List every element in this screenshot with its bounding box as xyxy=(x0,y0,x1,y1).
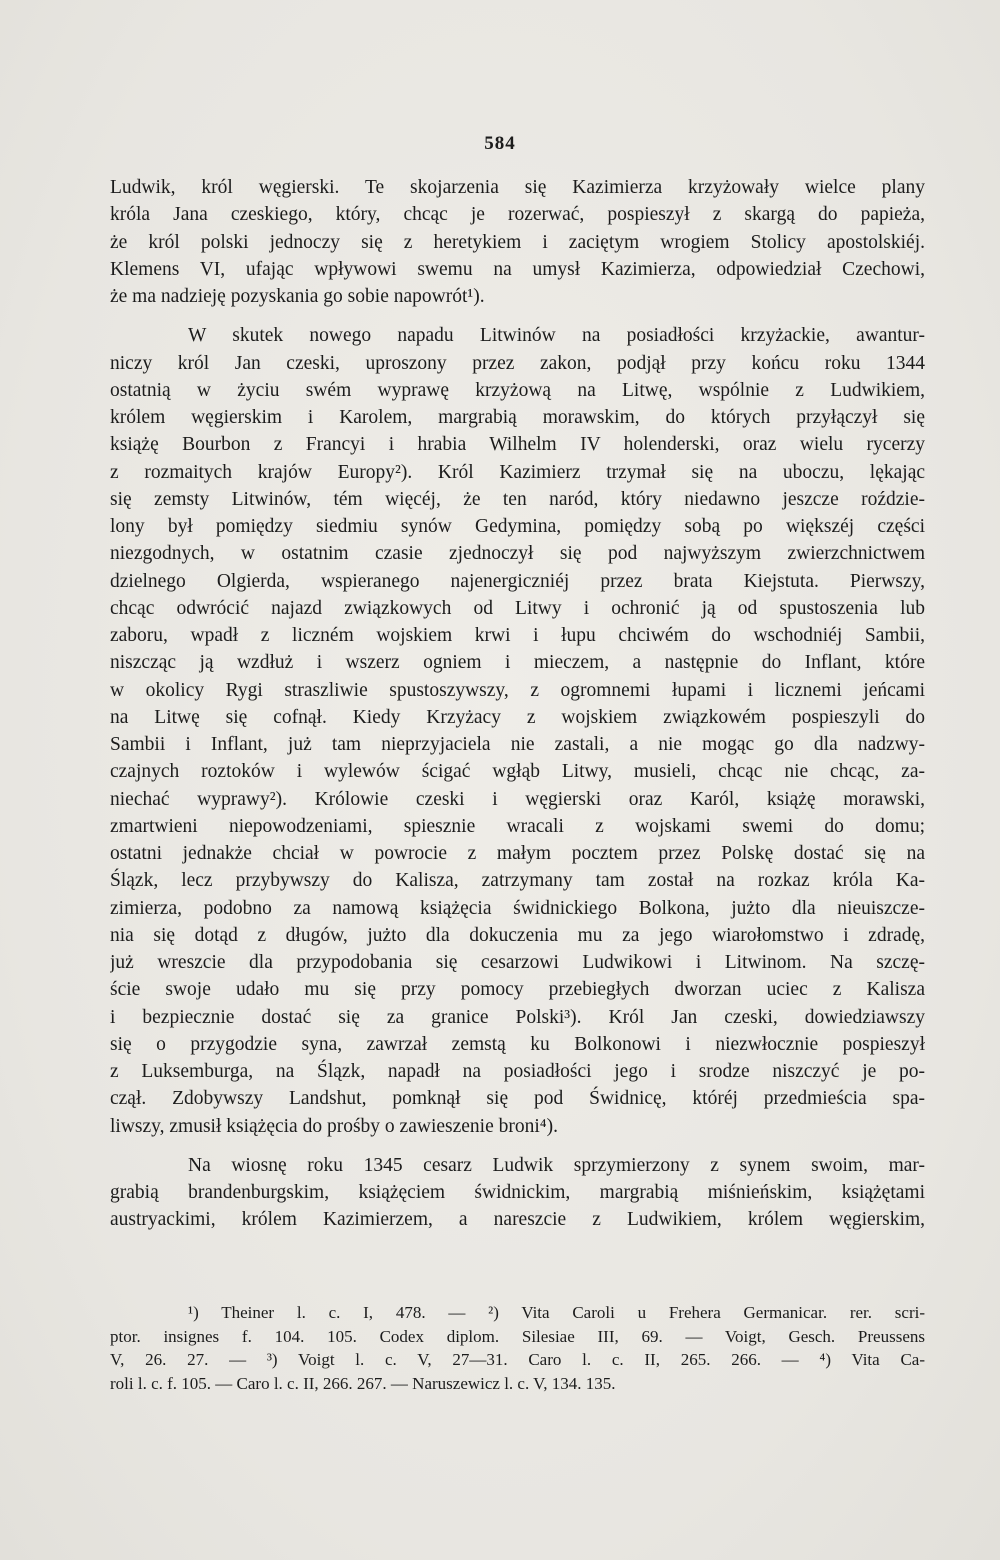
text-line: z Luksemburga, na Ślązk, napadł na posiadłości jego i srodze niszczyć je po- xyxy=(110,1061,925,1082)
text-line: austryackimi, królem Kazimierzem, a nareszcie z Ludwikiem, królem węgierskim, xyxy=(110,1209,925,1231)
text-line: zimierza, podobno za namową książęcia świdnickiego Bolkona, jużto dla nieuiszcze- xyxy=(110,897,925,919)
text-line: się zemsty Litwinów, tém więcéj, że ten naród, który niedawno jeszcze roździe- xyxy=(110,488,925,510)
text-line: zmartwieni niepowodzeniami, spiesznie wracali z wojskami swemi do domu; xyxy=(110,815,925,837)
text-line: niechać wyprawy²). Królowie czeski i węgierski oraz Karól, książę morawski, xyxy=(110,788,925,810)
page-number: 584 xyxy=(484,133,516,154)
text-line: niszcząc ją wzdłuż i wszerz ogniem i mieczem, a następnie do Inflant, które xyxy=(110,652,925,674)
text-line: chcąc odwrócić najazd związkowych od Litwy i ochronić ją od spustoszenia lub xyxy=(110,597,925,619)
text-line: ostatnią w życiu swém wyprawę krzyżową na Litwę, wspólnie z Ludwikiem, xyxy=(110,379,925,401)
text-line: Ludwik, król węgierski. Te skojarzenia się Kazimierza krzyżowały wielce plany xyxy=(110,177,925,198)
text-line: królem węgierskim i Karolem, margrabią morawskim, do których przyłączył się xyxy=(110,407,925,428)
footnote-line: roli l. c. f. 105. — Caro l. c. II, 266. 267. — Naruszewicz l. c. V, 134. 135. xyxy=(110,1373,616,1393)
text-line: Sambii i Inflant, już tam nieprzyjaciela nie zastali, a nie mogąc go dla nadzwy- xyxy=(110,734,925,755)
footnote-line: ptor. insignes f. 104. 105. Codex diplom. Silesiae III, 69. — Voigt, Gesch. Preussens xyxy=(110,1326,925,1346)
text-line: książę Bourbon z Francyi i hrabia Wilhelm IV holenderski, oraz wielu rycerzy xyxy=(110,434,925,456)
text-line: ście swoje udało mu się przy pomocy przebiegłych dworzan uciec z Kalisza xyxy=(110,979,925,1001)
text-line: Klemens VI, ufając wpływowi swemu na umysł Kazimierza, odpowiedział Czechowi, xyxy=(110,258,925,280)
text-line: Na wiosnę roku 1345 cesarz Ludwik sprzymierzony z synem swoim, mar- xyxy=(188,1154,925,1176)
text-line: liwszy, zmusił książęcia do prośby o zawieszenie broni⁴). xyxy=(110,1115,558,1137)
footnotes xyxy=(110,1301,925,1395)
text-line: nia się dotąd z długów, jużto dla dokuczenia mu za jego wiarołomstwo i zdradę, xyxy=(110,924,925,946)
text-line: niczy król Jan czeski, uproszony przez zakon, podjął przy końcu roku 1344 xyxy=(110,352,925,374)
text-line: już wreszcie dla przypodobania się cesarzowi Ludwikowi i Litwinom. Na szczę- xyxy=(110,952,925,973)
text-line: dzielnego Olgierda, wspieranego najenergiczniéj przez brata Kiejstuta. Pierwszy, xyxy=(110,570,925,592)
text-line: że król polski jednoczy się z heretykiem i zaciętym wrogiem Stolicy apostolskiéj. xyxy=(110,231,925,253)
text-line: lony był pomiędzy siedmiu synów Gedymina, pomiędzy sobą po większéj części xyxy=(110,516,925,537)
text-line: Ślązk, lecz przybywszy do Kalisza, zatrzymany tam został na rozkaz króla Ka- xyxy=(110,870,925,892)
text-line: króla Jana czeskiego, który, chcąc je rozerwać, pospieszył z skargą do papieża, xyxy=(110,204,925,226)
paragraph-2 xyxy=(110,322,925,1140)
text-line: W skutek nowego napadu Litwinów na posiadłości krzyżackie, awantur- xyxy=(188,325,925,347)
text-line: ostatni jednakże chciał w powrocie z małym pocztem przez Polskę dostać się na xyxy=(110,843,925,864)
text-line: w okolicy Rygi straszliwie spustoszywszy, z ogromnemi łupami i licznemi jeńcami xyxy=(110,679,925,701)
footnote-line: ¹) Theiner l. c. I, 478. — ²) Vita Caroli u Frehera Germanicar. rer. scri- xyxy=(188,1303,925,1322)
text-line: czął. Zdobywszy Landshut, pomknął się pod Świdnicę, któréj przedmieścia spa- xyxy=(110,1088,925,1110)
text-line: się o przygodzie syna, zawrzał zemstą ku Bolkonowi i niezwłocznie pospieszył xyxy=(110,1033,925,1055)
footnote-line: V, 26. 27. — ³) Voigt l. c. V, 27—31. Caro l. c. II, 265. 266. — ⁴) Vita Ca- xyxy=(110,1350,925,1369)
text-line: czajnych roztoków i wylewów ścigać wgłąb Litwy, musieli, chcąc nie chcąc, za- xyxy=(110,761,925,783)
text-line: zaboru, wpadł z liczném wojskiem krwi i łupu chciwém do wschodniéj Sambii, xyxy=(110,625,925,646)
paragraph-3 xyxy=(110,1152,925,1234)
text-line: grabią brandenburgskim, książęciem świdnickim, margrabią miśnieńskim, książętami xyxy=(110,1182,925,1203)
text-line: na Litwę się cofnął. Kiedy Krzyżacy z wojskiem związkowém pospieszyli do xyxy=(110,706,925,728)
paragraph-1 xyxy=(110,174,925,310)
body-text xyxy=(110,174,925,1234)
text-line: z rozmaitych krajów Europy²). Król Kazimierz trzymał się na uboczu, lękając xyxy=(110,461,925,483)
text-line: niezgodnych, w ostatnim czasie zjednoczył się pod najwyższym zwierzchnictwem xyxy=(110,543,925,565)
text-line: że ma nadzieję pozyskania go sobie napowrót¹). xyxy=(110,286,485,307)
text-line: i bezpiecznie dostać się za granice Polski³). Król Jan czeski, dowiedziawszy xyxy=(110,1006,925,1028)
